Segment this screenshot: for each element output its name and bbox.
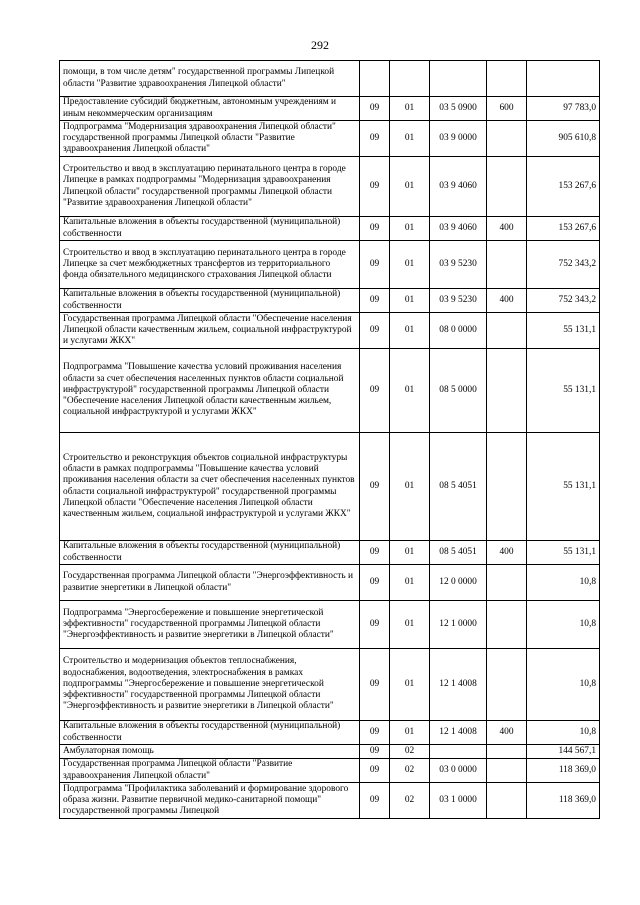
row-rz-cell: 01: [390, 541, 430, 565]
row-csr-cell: 12 0 0000: [430, 565, 487, 601]
row-vr-cell: 400: [487, 289, 527, 313]
row-sum-cell: 55 131,1: [527, 313, 600, 349]
row-rz-cell: 01: [390, 121, 430, 157]
row-csr-cell: 03 9 5230: [430, 289, 487, 313]
row-gr-cell: 09: [360, 433, 390, 541]
row-gr-cell: 09: [360, 157, 390, 217]
row-gr-cell: 09: [360, 601, 390, 649]
row-gr-cell: 09: [360, 121, 390, 157]
row-name-cell: Подпрограмма "Повышение качества условий проживания населения области за счет обеспечения населенных пунктов области социальной инфраструктурой" государственной программы Липецкой области "Обеспечение населения Липецкой области качественным жильем, социальной инфраструктурой и услугами ЖКХ": [60, 349, 360, 433]
row-vr-cell: [487, 759, 527, 783]
row-sum-cell: 118 369,0: [527, 783, 600, 819]
row-csr-cell: 12 1 0000: [430, 601, 487, 649]
row-vr-cell: 400: [487, 721, 527, 745]
row-name-cell: Строительство и ввод в эксплуатацию перинатального центра в городе Липецке за счет межбюджетных трансфертов из территориального фонда обязательного медицинского страхования Липецкой области: [60, 241, 360, 289]
row-name-cell: Капитальные вложения в объекты государственной (муниципальной) собственности: [60, 541, 360, 565]
row-rz-cell: 02: [390, 745, 430, 759]
row-name-cell: Строительство и ввод в эксплуатацию перинатального центра в городе Липецке в рамках подпрограммы "Модернизация здравоохранения Липецкой области" государственной программы Липецкой области "Развитие здравоохранения Липецкой области": [60, 157, 360, 217]
row-csr-cell: 08 5 4051: [430, 433, 487, 541]
row-sum-cell: 55 131,1: [527, 541, 600, 565]
row-csr-cell: [430, 745, 487, 759]
row-sum-cell: 55 131,1: [527, 349, 600, 433]
table-row: [60, 289, 600, 313]
row-gr-cell: 09: [360, 313, 390, 349]
row-name-cell: Капитальные вложения в объекты государственной (муниципальной) собственности: [60, 721, 360, 745]
table-row: [60, 721, 600, 745]
table-row: [60, 121, 600, 157]
row-rz-cell: 01: [390, 241, 430, 289]
table-row: [60, 783, 600, 819]
row-name-cell: Подпрограмма "Модернизация здравоохранения Липецкой области" государственной программы Липецкой области "Развитие здравоохранения Липецкой области": [60, 121, 360, 157]
row-vr-cell: [487, 649, 527, 721]
row-sum-cell: 118 369,0: [527, 759, 600, 783]
row-rz-cell: 02: [390, 759, 430, 783]
row-csr-cell: 12 1 4008: [430, 649, 487, 721]
row-gr-cell: 09: [360, 649, 390, 721]
row-rz-cell: 01: [390, 349, 430, 433]
row-vr-cell: [487, 121, 527, 157]
row-name-cell: помощи, в том числе детям" государственной программы Липецкой области "Развитие здравоохранения Липецкой области": [60, 61, 360, 97]
row-name-cell: Строительство и реконструкция объектов социальной инфраструктуры области в рамках подпрограммы "Повышение качества условий проживания населения области за счет обеспечения населенных пунктов области социальной инфраструктурой" государственной программы Липецкой области "Обеспечение населения Липецкой области качественным жильем, социальной инфраструктурой и услугами ЖКХ": [60, 433, 360, 541]
table-row: [60, 157, 600, 217]
row-rz-cell: 01: [390, 157, 430, 217]
row-csr-cell: 08 5 4051: [430, 541, 487, 565]
row-gr-cell: 09: [360, 759, 390, 783]
row-vr-cell: 400: [487, 217, 527, 241]
row-gr-cell: 09: [360, 745, 390, 759]
row-csr-cell: 03 9 4060: [430, 217, 487, 241]
table-row: [60, 313, 600, 349]
row-sum-cell: 10,8: [527, 565, 600, 601]
row-name-cell: Капитальные вложения в объекты государственной (муниципальной) собственности: [60, 217, 360, 241]
row-sum-cell: 55 131,1: [527, 433, 600, 541]
row-gr-cell: 09: [360, 783, 390, 819]
row-csr-cell: 03 9 5230: [430, 241, 487, 289]
row-rz-cell: 01: [390, 217, 430, 241]
row-gr-cell: 09: [360, 97, 390, 121]
row-gr-cell: 09: [360, 217, 390, 241]
row-gr-cell: [360, 61, 390, 97]
row-csr-cell: [430, 61, 487, 97]
row-vr-cell: [487, 601, 527, 649]
row-csr-cell: 12 1 4008: [430, 721, 487, 745]
row-name-cell: Подпрограмма "Энергосбережение и повышение энергетической эффективности" государственной программы Липецкой области "Энергоэффективность и развитие энергетики в Липецкой области": [60, 601, 360, 649]
table-row: [60, 61, 600, 97]
row-vr-cell: [487, 157, 527, 217]
row-rz-cell: 01: [390, 565, 430, 601]
row-gr-cell: 09: [360, 541, 390, 565]
row-sum-cell: 10,8: [527, 649, 600, 721]
row-rz-cell: [390, 61, 430, 97]
row-gr-cell: 09: [360, 565, 390, 601]
row-csr-cell: 03 5 0900: [430, 97, 487, 121]
row-csr-cell: 03 1 0000: [430, 783, 487, 819]
row-name-cell: Капитальные вложения в объекты государственной (муниципальной) собственности: [60, 289, 360, 313]
row-vr-cell: [487, 349, 527, 433]
row-name-cell: Строительство и модернизация объектов теплоснабжения, водоснабжения, водоотведения, электроснабжения в рамках подпрограммы "Энергосбережение и повышение энергетической эффективности" государственной программы Липецкой области "Энергоэффективность и развитие энергетики в Липецкой области": [60, 649, 360, 721]
row-csr-cell: 03 9 4060: [430, 157, 487, 217]
table-row: [60, 97, 600, 121]
row-rz-cell: 01: [390, 601, 430, 649]
row-vr-cell: [487, 313, 527, 349]
table-row: [60, 433, 600, 541]
row-csr-cell: 03 0 0000: [430, 759, 487, 783]
row-name-cell: Подпрограмма "Профилактика заболеваний и формирование здорового образа жизни. Развитие первичной медико-санитарной помощи" государственной программы Липецкой: [60, 783, 360, 819]
row-name-cell: Государственная программа Липецкой области "Развитие здравоохранения Липецкой области": [60, 759, 360, 783]
row-name-cell: Предоставление субсидий бюджетным, автономным учреждениям и иным некоммерческим организациям: [60, 97, 360, 121]
row-sum-cell: 97 783,0: [527, 97, 600, 121]
budget-table: [59, 60, 600, 819]
row-csr-cell: 08 5 0000: [430, 349, 487, 433]
row-vr-cell: 400: [487, 541, 527, 565]
row-sum-cell: 10,8: [527, 721, 600, 745]
table-row: [60, 649, 600, 721]
row-csr-cell: 03 9 0000: [430, 121, 487, 157]
row-name-cell: Государственная программа Липецкой области "Обеспечение населения Липецкой области качественным жильем, социальной инфраструктурой и услугами ЖКХ": [60, 313, 360, 349]
row-vr-cell: [487, 241, 527, 289]
table-row: [60, 349, 600, 433]
table-row: [60, 565, 600, 601]
row-sum-cell: [527, 61, 600, 97]
row-name-cell: Государственная программа Липецкой области "Энергоэффективность и развитие энергетики в Липецкой области": [60, 565, 360, 601]
row-gr-cell: 09: [360, 289, 390, 313]
row-name-cell: Амбулаторная помощь: [60, 745, 360, 759]
row-vr-cell: [487, 61, 527, 97]
row-vr-cell: [487, 745, 527, 759]
row-rz-cell: 02: [390, 783, 430, 819]
row-rz-cell: 01: [390, 649, 430, 721]
row-sum-cell: 752 343,2: [527, 241, 600, 289]
table-row: [60, 745, 600, 759]
row-vr-cell: [487, 565, 527, 601]
row-gr-cell: 09: [360, 721, 390, 745]
row-rz-cell: 01: [390, 433, 430, 541]
page-number: 292: [311, 38, 329, 52]
row-vr-cell: [487, 783, 527, 819]
table-row: [60, 241, 600, 289]
row-vr-cell: [487, 433, 527, 541]
table-row: [60, 217, 600, 241]
row-sum-cell: 153 267,6: [527, 157, 600, 217]
row-sum-cell: 905 610,8: [527, 121, 600, 157]
table-row: [60, 601, 600, 649]
row-sum-cell: 10,8: [527, 601, 600, 649]
row-sum-cell: 153 267,6: [527, 217, 600, 241]
row-rz-cell: 01: [390, 313, 430, 349]
row-rz-cell: 01: [390, 97, 430, 121]
table-row: [60, 541, 600, 565]
row-vr-cell: 600: [487, 97, 527, 121]
row-rz-cell: 01: [390, 721, 430, 745]
row-gr-cell: 09: [360, 241, 390, 289]
row-csr-cell: 08 0 0000: [430, 313, 487, 349]
row-sum-cell: 752 343,2: [527, 289, 600, 313]
row-gr-cell: 09: [360, 349, 390, 433]
row-sum-cell: 144 567,1: [527, 745, 600, 759]
table-row: [60, 759, 600, 783]
row-rz-cell: 01: [390, 289, 430, 313]
